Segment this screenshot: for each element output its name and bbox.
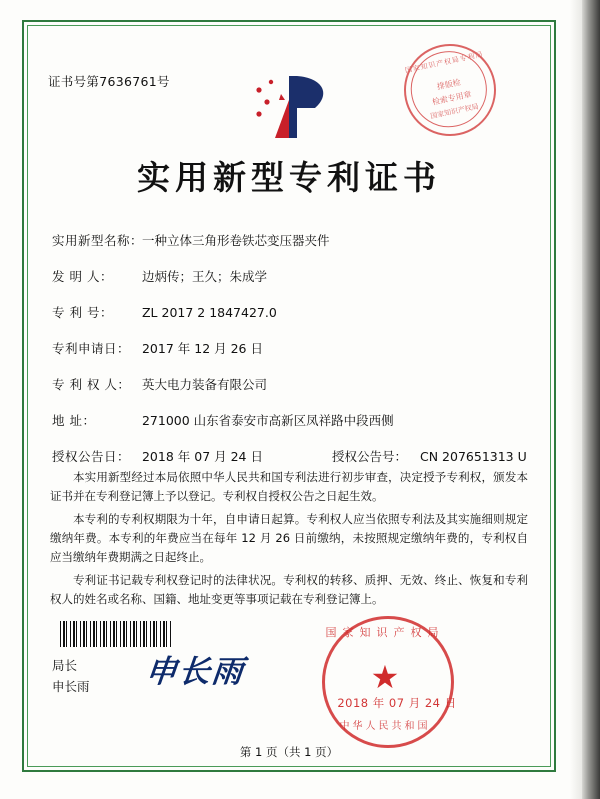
field-label: 实用新型名称： bbox=[52, 233, 144, 248]
field-inventors bbox=[52, 268, 522, 285]
seal-arc-top-text: 国家知识产权局 bbox=[325, 626, 445, 639]
barcode bbox=[60, 621, 172, 647]
seal-text bbox=[398, 38, 502, 142]
field-label: 地 址： bbox=[52, 413, 96, 428]
handwritten-signature: 申长雨 bbox=[143, 654, 247, 690]
field-patent-number bbox=[52, 304, 522, 321]
field-label: 专 利 号： bbox=[52, 305, 113, 320]
legal-text-block bbox=[50, 468, 528, 613]
field-value: ZL 2017 2 1847427.0 bbox=[141, 305, 277, 320]
field-address bbox=[52, 412, 522, 429]
scan-edge-gradient bbox=[570, 0, 582, 799]
field-value: 一种立体三角形卷铁芯变压器夹件 bbox=[141, 233, 330, 248]
field-value: 边炳传；王久；朱成学 bbox=[141, 269, 267, 284]
seal-line-3: 检索专用章 bbox=[431, 89, 473, 107]
field-grant-announcement bbox=[52, 448, 527, 465]
director-name: 申长雨 bbox=[52, 679, 90, 694]
field-value: 2018 年 07 月 24 日 bbox=[141, 449, 263, 464]
scan-edge-dark bbox=[582, 0, 600, 799]
field-value: 2017 年 12 月 26 日 bbox=[141, 341, 263, 356]
paragraph-1: 本实用新型经过本局依照中华人民共和国专利法进行初步审查，决定授予专利权，颁发本证书并在专利登记簿上予以登记。专利权自授权公告之日起生效。 bbox=[50, 470, 528, 503]
field-label: 发 明 人： bbox=[52, 269, 113, 284]
director-label: 局长 bbox=[52, 658, 78, 673]
official-round-seal bbox=[322, 616, 448, 742]
director-block bbox=[52, 655, 90, 697]
field-label: 专 利 权 人： bbox=[52, 377, 131, 392]
field-value-announcement-no: CN 207651313 U bbox=[420, 449, 527, 464]
field-value: 英大电力装备有限公司 bbox=[141, 377, 267, 392]
field-value: 271000 山东省泰安市高新区凤祥路中段西侧 bbox=[141, 413, 394, 428]
star-icon: ★ bbox=[370, 658, 400, 696]
seal-line-4: 国家知识产权局 bbox=[429, 102, 480, 121]
field-application-date bbox=[52, 340, 522, 357]
sipo-logo-icon bbox=[245, 70, 341, 142]
seal-date: 2018 年 07 月 24 日 bbox=[337, 696, 457, 710]
field-utility-model-name bbox=[52, 232, 522, 249]
field-label: 专利申请日： bbox=[52, 341, 131, 356]
page-number: 第 1 页（共 1 页） bbox=[239, 745, 339, 759]
paragraph-2: 本专利的专利权期限为十年，自申请日起算。专利权人应当依照专利法及其实施细则规定缴纳年费。本专利的年费应当在每年 12 月 26 日前缴纳，未按照规定缴纳年费的，专利权自应当缴纳年费期满之日起终止。 bbox=[50, 512, 528, 564]
page-title: 实用新型专利证书 bbox=[137, 158, 441, 197]
field-label: 授权公告日： bbox=[52, 449, 131, 464]
field-patentee bbox=[52, 376, 522, 393]
seal-line-1: 国家知识产权局专利局 bbox=[404, 50, 485, 75]
paragraph-3: 专利证书记载专利权登记时的法律状况。专利权的转移、质押、无效、终止、恢复和专利权人的姓名或名称、国籍、地址变更等事项记载在专利登记簿上。 bbox=[50, 573, 528, 606]
seal-arc-bottom-text: 中华人民共和国 bbox=[339, 721, 431, 732]
field-label-announcement-no: 授权公告号： bbox=[332, 449, 408, 464]
certificate-number: 证书号第7636761号 bbox=[48, 74, 170, 89]
seal-line-2: 排版检 bbox=[436, 77, 462, 92]
fields-block bbox=[52, 232, 527, 484]
